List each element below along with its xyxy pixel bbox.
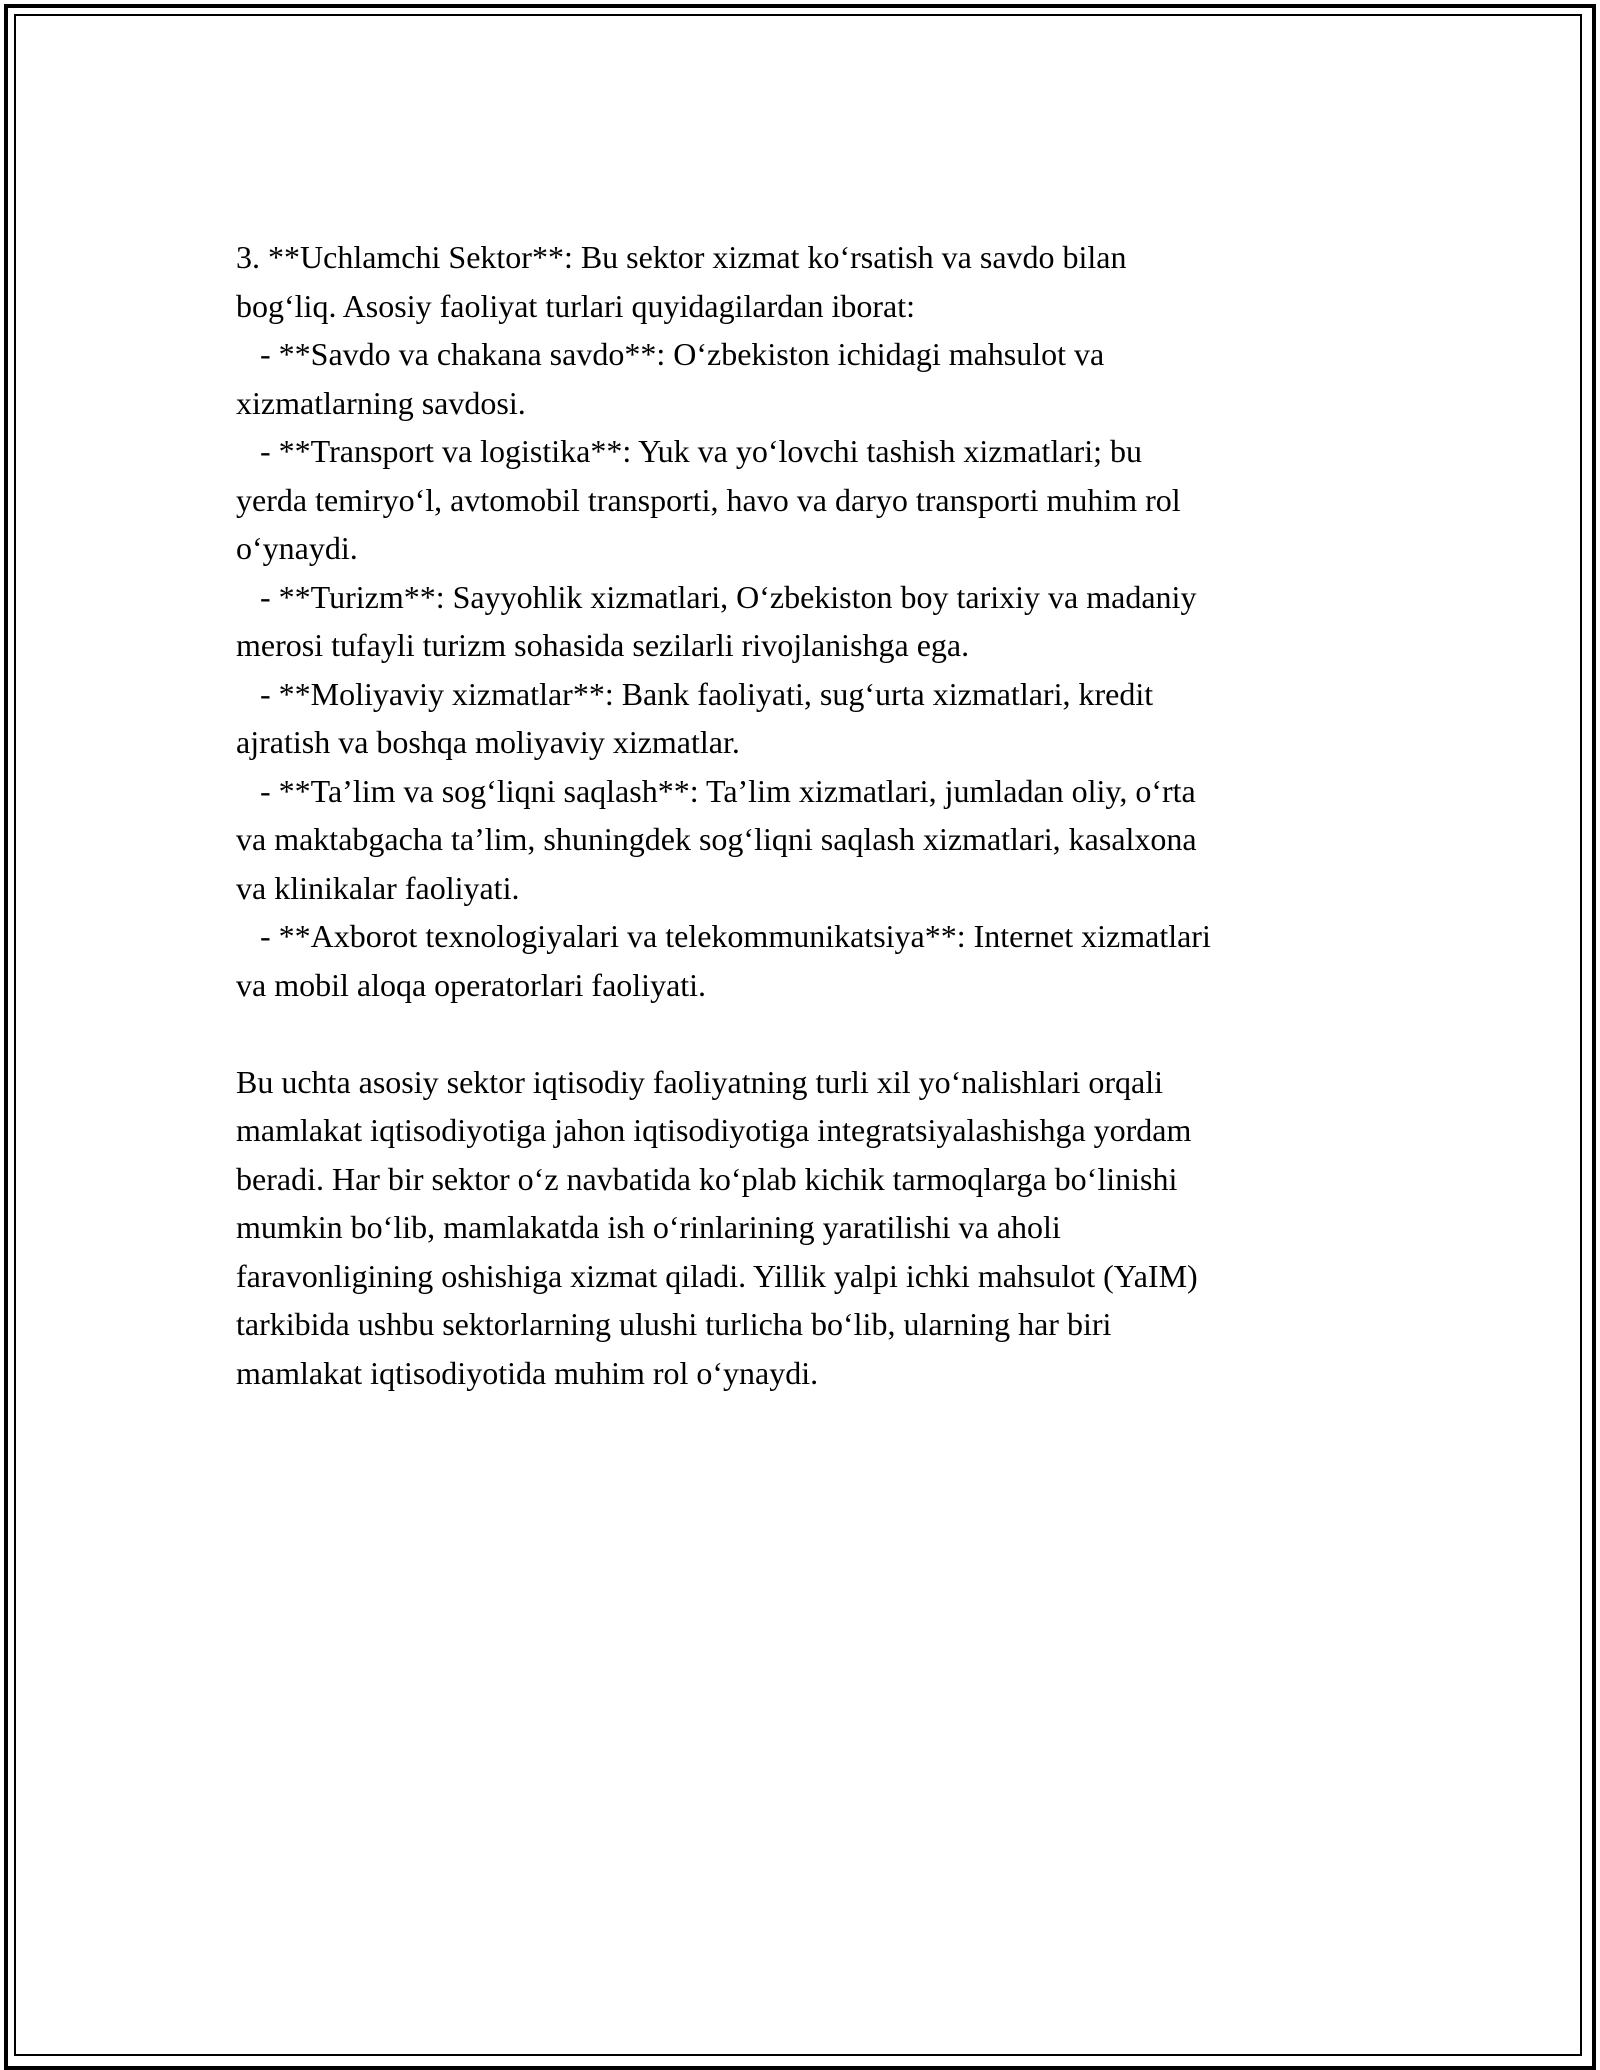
text-line: va mobil aloqa operatorlari faoliyati.: [236, 966, 707, 1003]
paragraph-gap: [236, 1009, 1386, 1058]
text-line: mamlakat iqtisodiyotiga jahon iqtisodiyotiga integratsiyalashishga yordam: [236, 1112, 1192, 1148]
text-line: xizmatlarning savdosi.: [236, 384, 526, 421]
text-line: va maktabgacha ta’lim, shuningdek sog‘liqni saqlash xizmatlari, kasalxona: [236, 821, 1197, 857]
text-line: 3. **Uchlamchi Sektor**: Bu sektor xizmat ko‘rsatish va savdo bilan: [236, 239, 1127, 275]
text-line: Bu uchta asosiy sektor iqtisodiy faoliyatning turli xil yo‘nalishlari orqali: [236, 1063, 1163, 1100]
list-item-it-telecom: - **Axborot texnologiyalari va telekommunikatsiya**: Internet xizmatlari: [236, 918, 1211, 954]
text-line: mamlakat iqtisodiyotida muhim rol o‘ynaydi.: [236, 1354, 819, 1391]
text-line: merosi tufayli turizm sohasida sezilarli rivojlanishga ega.: [236, 627, 970, 663]
text-line: tarkibida ushbu sektorlarning ulushi turlicha bo‘lib, ularning har biri: [236, 1306, 1112, 1342]
summary-paragraph: [236, 1058, 1386, 1398]
list-item-education-health: - **Ta’lim va sog‘liqni saqlash**: Ta’lim xizmatlari, jumladan oliy, o‘rta: [236, 772, 1196, 809]
text-line: yerda temiryo‘l, avtomobil transporti, havo va daryo transporti muhim rol: [236, 481, 1181, 518]
text-line: o‘ynaydi.: [236, 530, 358, 566]
document-body: [236, 233, 1386, 1397]
text-line: ajratish va boshqa moliyaviy xizmatlar.: [236, 724, 740, 760]
list-item-finance: - **Moliyaviy xizmatlar**: Bank faoliyati, sug‘urta xizmatlari, kredit: [236, 675, 1154, 712]
text-line: va klinikalar faoliyati.: [236, 869, 520, 906]
text-line: mumkin bo‘lib, mamlakatda ish o‘rinlarining yaratilishi va aholi: [236, 1209, 1061, 1245]
list-item-tourism: - **Turizm**: Sayyohlik xizmatlari, O‘zbekiston boy tarixiy va madaniy: [236, 578, 1197, 615]
text-line: faravonligining oshishiga xizmat qiladi. Yillik yalpi ichki mahsulot (YaIM): [236, 1257, 1198, 1294]
list-item-transport: - **Transport va logistika**: Yuk va yo‘lovchi tashish xizmatlari; bu: [236, 433, 1142, 469]
text-line: beradi. Har bir sektor o‘z navbatida ko‘plab kichik tarmoqlarga bo‘linishi: [236, 1160, 1178, 1197]
list-item-trade: - **Savdo va chakana savdo**: O‘zbekiston ichidagi mahsulot va: [236, 336, 1105, 372]
section-tertiary-sector: [236, 233, 1386, 1009]
text-line: bog‘liq. Asosiy faoliyat turlari quyidagilardan iborat:: [236, 287, 915, 324]
